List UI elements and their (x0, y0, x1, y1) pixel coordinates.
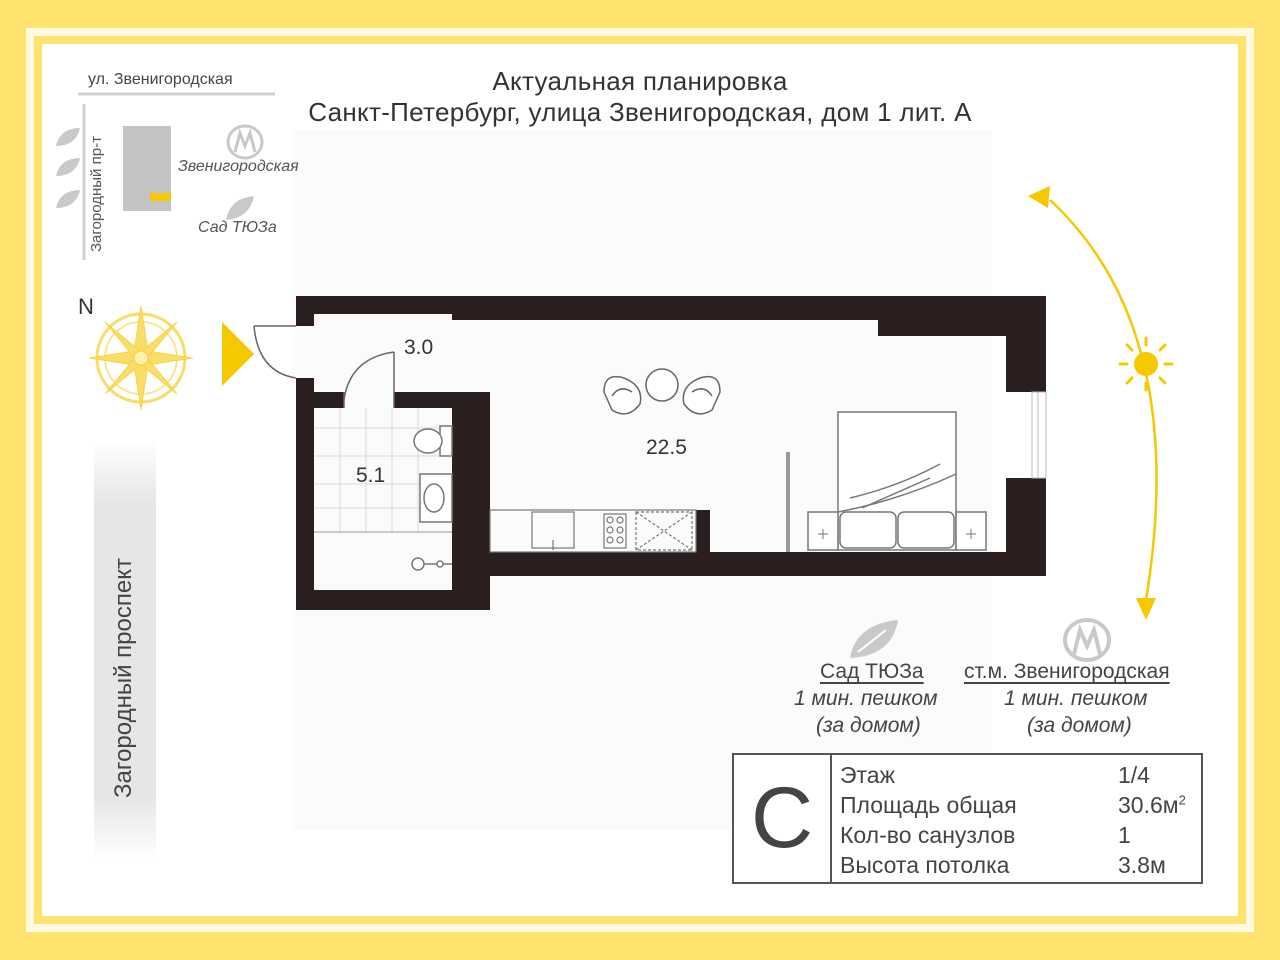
spec-label: Этаж (840, 762, 895, 788)
minimap-side-street: Загородный пр-т (88, 136, 105, 252)
side-street-label: Загородный проспект (110, 558, 137, 798)
building-marker (150, 193, 171, 201)
spec-label: Площадь общая (840, 792, 1017, 818)
leaf-icon-small (226, 196, 254, 220)
spec-label: Кол-во санузлов (840, 822, 1016, 848)
class-letter: C (750, 770, 814, 866)
specs-table (732, 753, 1203, 884)
spec-row-area (840, 792, 1200, 822)
metro-icon-small (228, 126, 262, 158)
spec-row-ceiling (840, 852, 1200, 882)
title-line-1: Актуальная планировка (492, 66, 788, 96)
spec-value: $30.6м^2$ (1118, 792, 1186, 818)
minimap-park-label: Сад ТЮЗа (198, 219, 277, 236)
nearby-metro-note: (за домом) (1027, 714, 1132, 737)
title-address: Санкт-Петербург, улица Звенигородская, дом 1 лит. А (308, 97, 972, 127)
spec-value: 1 (1118, 822, 1131, 848)
spec-row-bathrooms (840, 822, 1200, 852)
entrance-arrow (222, 322, 254, 386)
nearby-metro-distance: 1 мин. пешком (1004, 687, 1148, 710)
room-area-bathroom: 5.1 (356, 464, 386, 487)
sun-path (1028, 186, 1172, 620)
entrance-door (254, 326, 296, 378)
sun-icon (1120, 338, 1172, 390)
compass-north-label: N (78, 294, 94, 319)
nearby-metro-name[interactable]: ст.м. Звенигородская (964, 660, 1170, 683)
minimap-top-street: ул. Звенигородская (88, 71, 233, 88)
spec-value: 3.8м (1118, 852, 1166, 878)
nearby-park-note: (за домом) (816, 714, 921, 737)
metro-icon (1065, 620, 1109, 660)
specs-divider (830, 755, 832, 882)
minimap-metro-label: Звенигородская (178, 158, 299, 175)
room-area-hall: 3.0 (404, 336, 434, 359)
nearby-park-name[interactable]: Сад ТЮЗа (820, 660, 924, 683)
spec-label: Высота потолка (840, 852, 1010, 878)
compass-rose (89, 306, 193, 410)
window (1032, 392, 1046, 478)
spec-row-floor (840, 762, 1200, 792)
spec-value: 1/4 (1118, 762, 1150, 788)
room-area-living: 22.5 (646, 436, 687, 459)
tree-icons (56, 128, 80, 208)
nearby-park-distance: 1 мин. пешком (794, 687, 938, 710)
